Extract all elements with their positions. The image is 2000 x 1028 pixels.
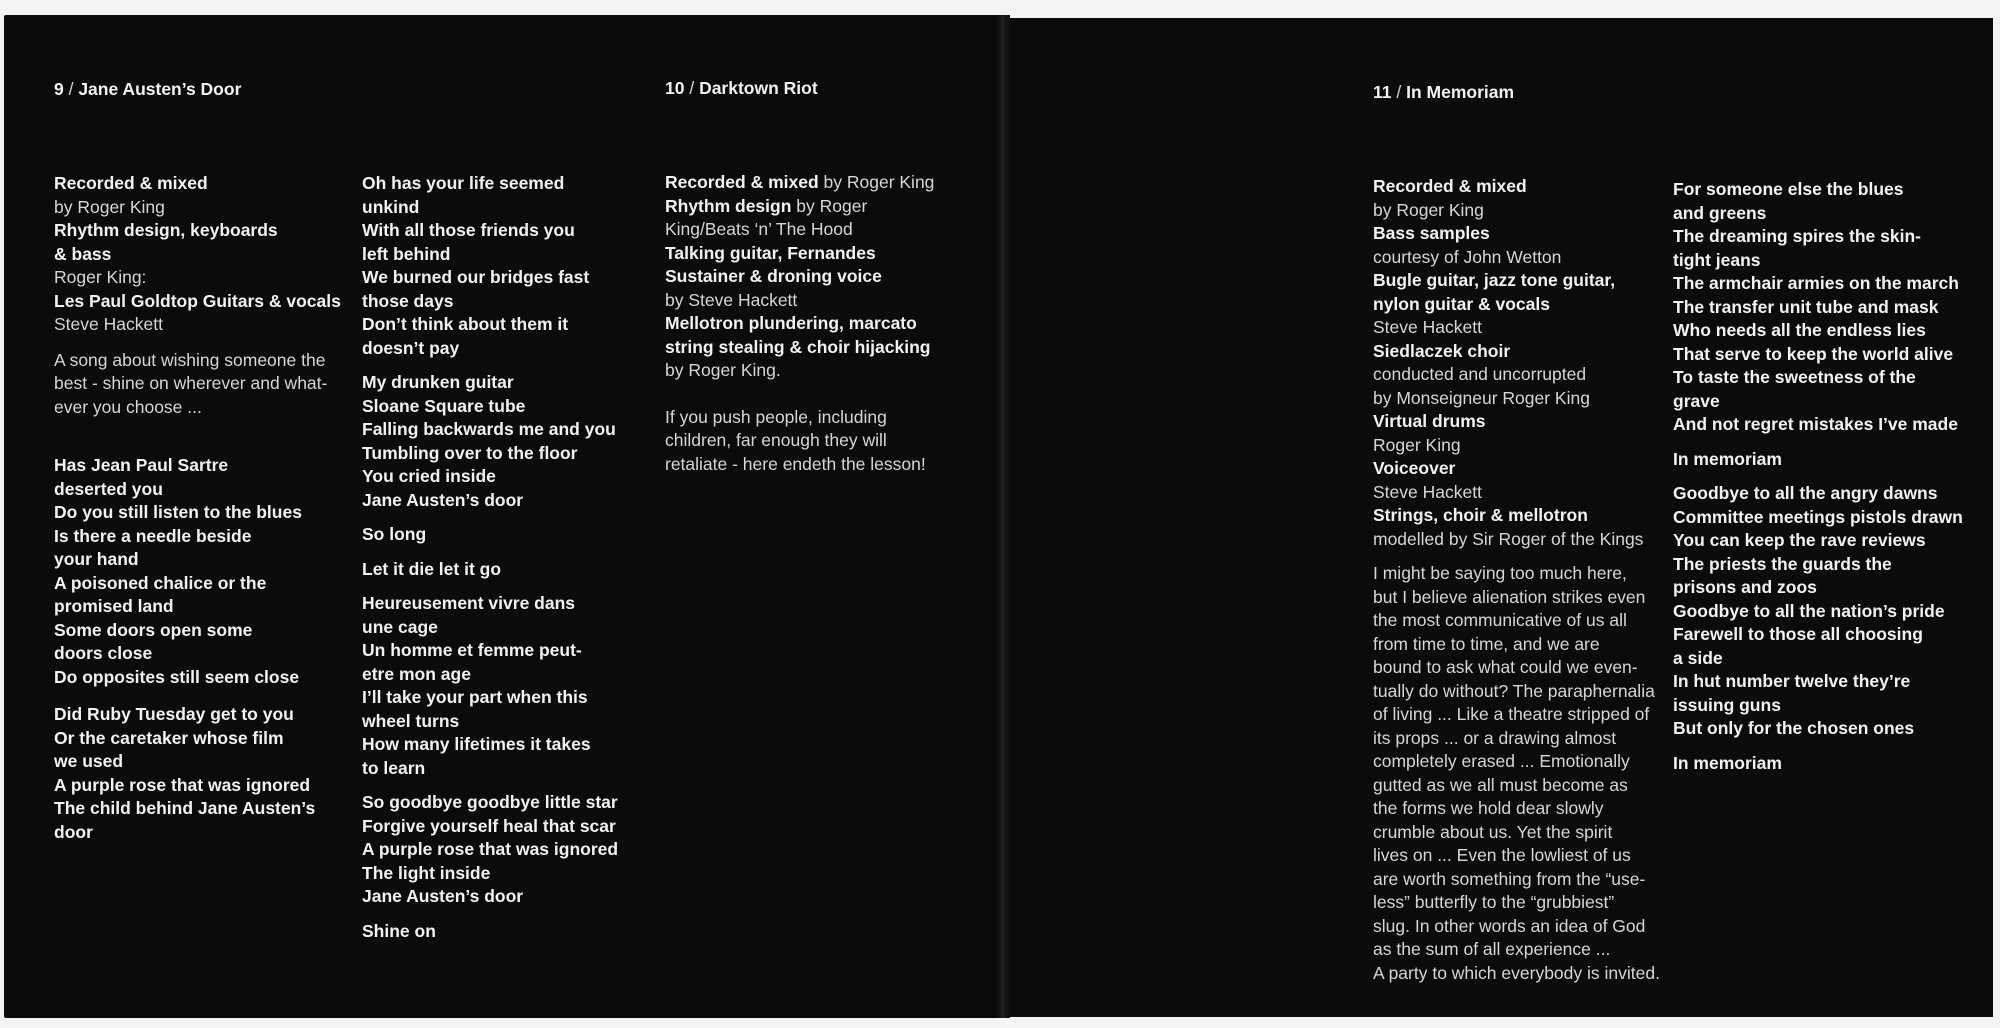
- lyric-line: prisons and zoos: [1673, 577, 1817, 597]
- credit-line: Steve Hackett: [54, 314, 163, 334]
- lyric-line: Or the caretaker whose film: [54, 727, 284, 748]
- lyric-line: In memoriam: [1673, 752, 1782, 773]
- track-11-verse: [1673, 482, 1973, 741]
- lyric-line: Goodbye to all the nation’s pride: [1673, 600, 1945, 621]
- credit-line: conducted and uncorrupted: [1373, 364, 1587, 384]
- lyric-line: Do you still listen to the blues: [54, 502, 302, 522]
- track-9-verse: [362, 371, 652, 512]
- lyric-line: But only for the chosen ones: [1673, 718, 1915, 738]
- note-line: gutted as we all must become as: [1373, 774, 1628, 795]
- lyric-line: Oh has your life seemed: [362, 173, 565, 193]
- credit-line: by Roger King: [54, 196, 165, 217]
- lyric-line: Is there a needle beside: [54, 525, 252, 546]
- credit-line: by Roger King: [1373, 199, 1484, 220]
- lyric-line: And not regret mistakes I’ve made: [1673, 414, 1958, 434]
- page-fold: [996, 15, 1010, 1018]
- track-9-lyrics-column: [362, 172, 652, 943]
- lyric-line: those days: [362, 290, 454, 311]
- lyric-line: Sloane Square tube: [362, 395, 526, 416]
- track-11-note: [1373, 562, 1673, 985]
- credit-line: modelled by Sir Roger of the Kings: [1373, 528, 1644, 549]
- track-10-note: [665, 406, 985, 477]
- track-11-credits: [1373, 175, 1673, 551]
- track-9-note: [54, 349, 344, 420]
- note-line: If you push people, including: [665, 406, 887, 427]
- lyric-line: a side: [1673, 647, 1723, 668]
- credit-line: Mellotron plundering, marcato: [665, 313, 917, 333]
- track-9-credits-column: [54, 172, 344, 844]
- credit-line: Rhythm design, keyboards: [54, 220, 278, 240]
- note-line: children, far enough they will: [665, 430, 887, 450]
- track-9-credits: [54, 172, 344, 337]
- credit-line: [665, 195, 985, 219]
- lyric-line: wheel turns: [362, 710, 460, 731]
- lyric-line: For someone else the blues: [1673, 179, 1904, 199]
- lyric-line: That serve to keep the world alive: [1673, 343, 1954, 364]
- credit-person: by Roger: [791, 195, 868, 216]
- credit-line: Recorded & mixed: [1373, 176, 1527, 196]
- credit-line: nylon guitar & vocals: [1373, 293, 1550, 314]
- lyric-line: Falling backwards me and you: [362, 419, 616, 439]
- track-9-verse: [362, 523, 652, 547]
- track-11-verse: [1673, 752, 1973, 776]
- track-9-verse: [54, 454, 344, 689]
- credit-line: [665, 171, 985, 195]
- track-11-credits-column: [1373, 175, 1673, 985]
- credit-line: courtesy of John Wetton: [1373, 246, 1562, 267]
- track-10-slash: /: [684, 78, 700, 98]
- note-line: tually do without? The paraphernalia: [1373, 680, 1655, 701]
- lyric-line: We burned our bridges fast: [362, 267, 590, 287]
- lyric-line: left behind: [362, 243, 451, 264]
- note-line: the forms we hold dear slowly: [1373, 798, 1604, 818]
- note-line: are worth something from the “use-: [1373, 868, 1646, 889]
- credit-line: by Monseigneur Roger King: [1373, 387, 1590, 408]
- note-line: ever you choose ...: [54, 396, 202, 417]
- note-line: from time to time, and we are: [1373, 633, 1600, 654]
- lyric-line: In memoriam: [1673, 448, 1782, 469]
- track-9-number: 9: [54, 79, 64, 99]
- lyric-line: doors close: [54, 643, 153, 663]
- credit-line: by Steve Hackett: [665, 289, 798, 310]
- lyric-line: Shine on: [362, 920, 436, 941]
- lyric-line: How many lifetimes it takes: [362, 734, 591, 754]
- credit-line: Virtual drums: [1373, 411, 1486, 431]
- track-11-slash: /: [1391, 82, 1407, 102]
- lyric-line: door: [54, 821, 93, 842]
- track-11-verse: [1673, 448, 1973, 472]
- note-line: the most communicative of us all: [1373, 610, 1627, 630]
- credit-line: Voiceover: [1373, 458, 1456, 478]
- credit-line: Steve Hackett: [1373, 481, 1482, 502]
- track-11-name: In Memoriam: [1406, 82, 1515, 102]
- note-line: best - shine on wherever and what-: [54, 373, 328, 393]
- note-line: lives on ... Even the lowliest of us: [1373, 845, 1631, 865]
- note-line: less” butterfly to the “grubbiest”: [1373, 892, 1615, 912]
- lyric-line: The armchair armies on the march: [1673, 273, 1959, 293]
- track-10-credits: [665, 171, 985, 383]
- note-line: A party to which everybody is invited.: [1373, 962, 1660, 983]
- credit-line: Roger King: [1373, 434, 1461, 455]
- lyric-line: Farewell to those all choosing: [1673, 624, 1923, 644]
- lyric-line: Did Ruby Tuesday get to you: [54, 704, 294, 724]
- lyric-line: unkind: [362, 196, 420, 217]
- credit-line: Bass samples: [1373, 223, 1490, 243]
- lyric-line: Jane Austen’s door: [362, 886, 524, 906]
- note-line: retaliate - here endeth the lesson!: [665, 453, 926, 474]
- lyric-line: Un homme et femme peut-: [362, 640, 582, 660]
- credit-line: string stealing & choir hijacking: [665, 336, 931, 357]
- track-9-verse: [362, 920, 652, 944]
- lyric-line: Who needs all the endless lies: [1673, 320, 1926, 340]
- credit-line: Talking guitar, Fernandes: [665, 242, 876, 263]
- lyric-line: The priests the guards the: [1673, 553, 1892, 574]
- lyric-line: your hand: [54, 549, 139, 569]
- note-line: I might be saying too much here,: [1373, 563, 1627, 583]
- lyric-line: A poisoned chalice or the: [54, 572, 267, 593]
- lyric-line: Jane Austen’s door: [362, 489, 524, 510]
- track-11-verse: [1673, 178, 1973, 437]
- note-line: crumble about us. Yet the spirit: [1373, 821, 1613, 842]
- lyric-line: A purple rose that was ignored: [54, 774, 311, 795]
- track-9-verse: [362, 558, 652, 582]
- lyric-line: Some doors open some: [54, 619, 253, 640]
- lyric-line: The light inside: [362, 862, 491, 883]
- lyric-line: promised land: [54, 596, 174, 616]
- lyric-line: Heureusement vivre dans: [362, 593, 576, 613]
- lyric-line: une cage: [362, 616, 438, 637]
- lyric-line: deserted you: [54, 478, 163, 499]
- track-11-number: 11: [1373, 82, 1392, 102]
- credit-line: by Roger King.: [665, 360, 781, 380]
- lyric-line: Goodbye to all the angry dawns: [1673, 483, 1938, 503]
- lyric-line: etre mon age: [362, 663, 471, 684]
- lyric-line: Do opposites still seem close: [54, 666, 300, 687]
- lyric-line: The transfer unit tube and mask: [1673, 296, 1939, 317]
- note-line: as the sum of all experience ...: [1373, 939, 1611, 959]
- credit-line: Recorded & mixed: [54, 173, 208, 193]
- note-line: bound to ask what could we even-: [1373, 657, 1638, 677]
- lyric-line: To taste the sweetness of the: [1673, 367, 1916, 387]
- lyric-line: to learn: [362, 757, 426, 778]
- lyric-line: Has Jean Paul Sartre: [54, 455, 229, 475]
- lyric-line: So long: [362, 524, 427, 544]
- credit-role: Recorded & mixed: [665, 172, 819, 192]
- lyric-line: So goodbye goodbye little star: [362, 792, 618, 812]
- lyric-line: we used: [54, 751, 124, 771]
- lyric-line: You can keep the rave reviews: [1673, 530, 1926, 550]
- lyric-line: Forgive yourself heal that scar: [362, 815, 616, 836]
- note-line: but I believe alienation strikes even: [1373, 586, 1646, 607]
- lyric-line: Committee meetings pistols drawn: [1673, 506, 1963, 527]
- track-10-name: Darktown Riot: [699, 78, 818, 98]
- credit-line: Siedlaczek choir: [1373, 340, 1511, 361]
- credit-line: Roger King:: [54, 267, 147, 287]
- lyric-line: Let it die let it go: [362, 558, 502, 579]
- credit-person: by Roger King: [818, 172, 935, 192]
- lyric-line: doesn’t pay: [362, 337, 460, 358]
- credit-line: Bugle guitar, jazz tone guitar,: [1373, 270, 1616, 290]
- lyric-line: Tumbling over to the floor: [362, 442, 578, 463]
- lyric-line: In hut number twelve they’re: [1673, 671, 1911, 691]
- track-10-number: 10: [665, 78, 685, 98]
- credit-line: King/Beats ‘n’ The Hood: [665, 219, 853, 239]
- lyric-line: tight jeans: [1673, 249, 1761, 270]
- note-line: its props ... or a drawing almost: [1373, 727, 1617, 748]
- credit-line: Steve Hackett: [1373, 317, 1482, 337]
- note-line: A song about wishing someone the: [54, 349, 326, 370]
- lyric-line: Don’t think about them it: [362, 314, 569, 334]
- lyric-line: and greens: [1673, 202, 1767, 223]
- lyric-line: grave: [1673, 390, 1720, 411]
- note-line: slug. In other words an idea of God: [1373, 915, 1646, 936]
- credit-line: Sustainer & droning voice: [665, 266, 882, 286]
- credit-line: Strings, choir & mellotron: [1373, 505, 1588, 525]
- track-9-verse: [362, 172, 652, 360]
- credit-role: Rhythm design: [665, 195, 792, 216]
- credit-line: & bass: [54, 243, 112, 264]
- credit-line: Les Paul Goldtop Guitars & vocals: [54, 290, 341, 311]
- track-9-slash: /: [63, 79, 79, 99]
- track-9-name: Jane Austen’s Door: [78, 79, 242, 99]
- track-11-lyrics-column: [1673, 178, 1973, 775]
- lyric-line: My drunken guitar: [362, 372, 514, 392]
- track-9-verse: [54, 703, 344, 844]
- track-10-column: [665, 171, 985, 476]
- lyric-line: A purple rose that was ignored: [362, 839, 619, 859]
- lyric-line: The dreaming spires the skin-: [1673, 226, 1921, 246]
- lyric-line: The child behind Jane Austen’s: [54, 798, 316, 818]
- lyric-line: issuing guns: [1673, 694, 1781, 715]
- track-10-title: [665, 76, 818, 100]
- note-line: completely erased ... Emotionally: [1373, 751, 1630, 771]
- lyric-line: With all those friends you: [362, 220, 575, 240]
- lyric-line: I’ll take your part when this: [362, 687, 588, 707]
- track-9-verse: [362, 791, 652, 909]
- track-11-title: [1373, 80, 1514, 104]
- note-line: of living ... Like a theatre stripped of: [1373, 704, 1650, 724]
- track-9-verse: [362, 592, 652, 780]
- track-9-title: [54, 77, 241, 101]
- lyric-line: You cried inside: [362, 466, 496, 486]
